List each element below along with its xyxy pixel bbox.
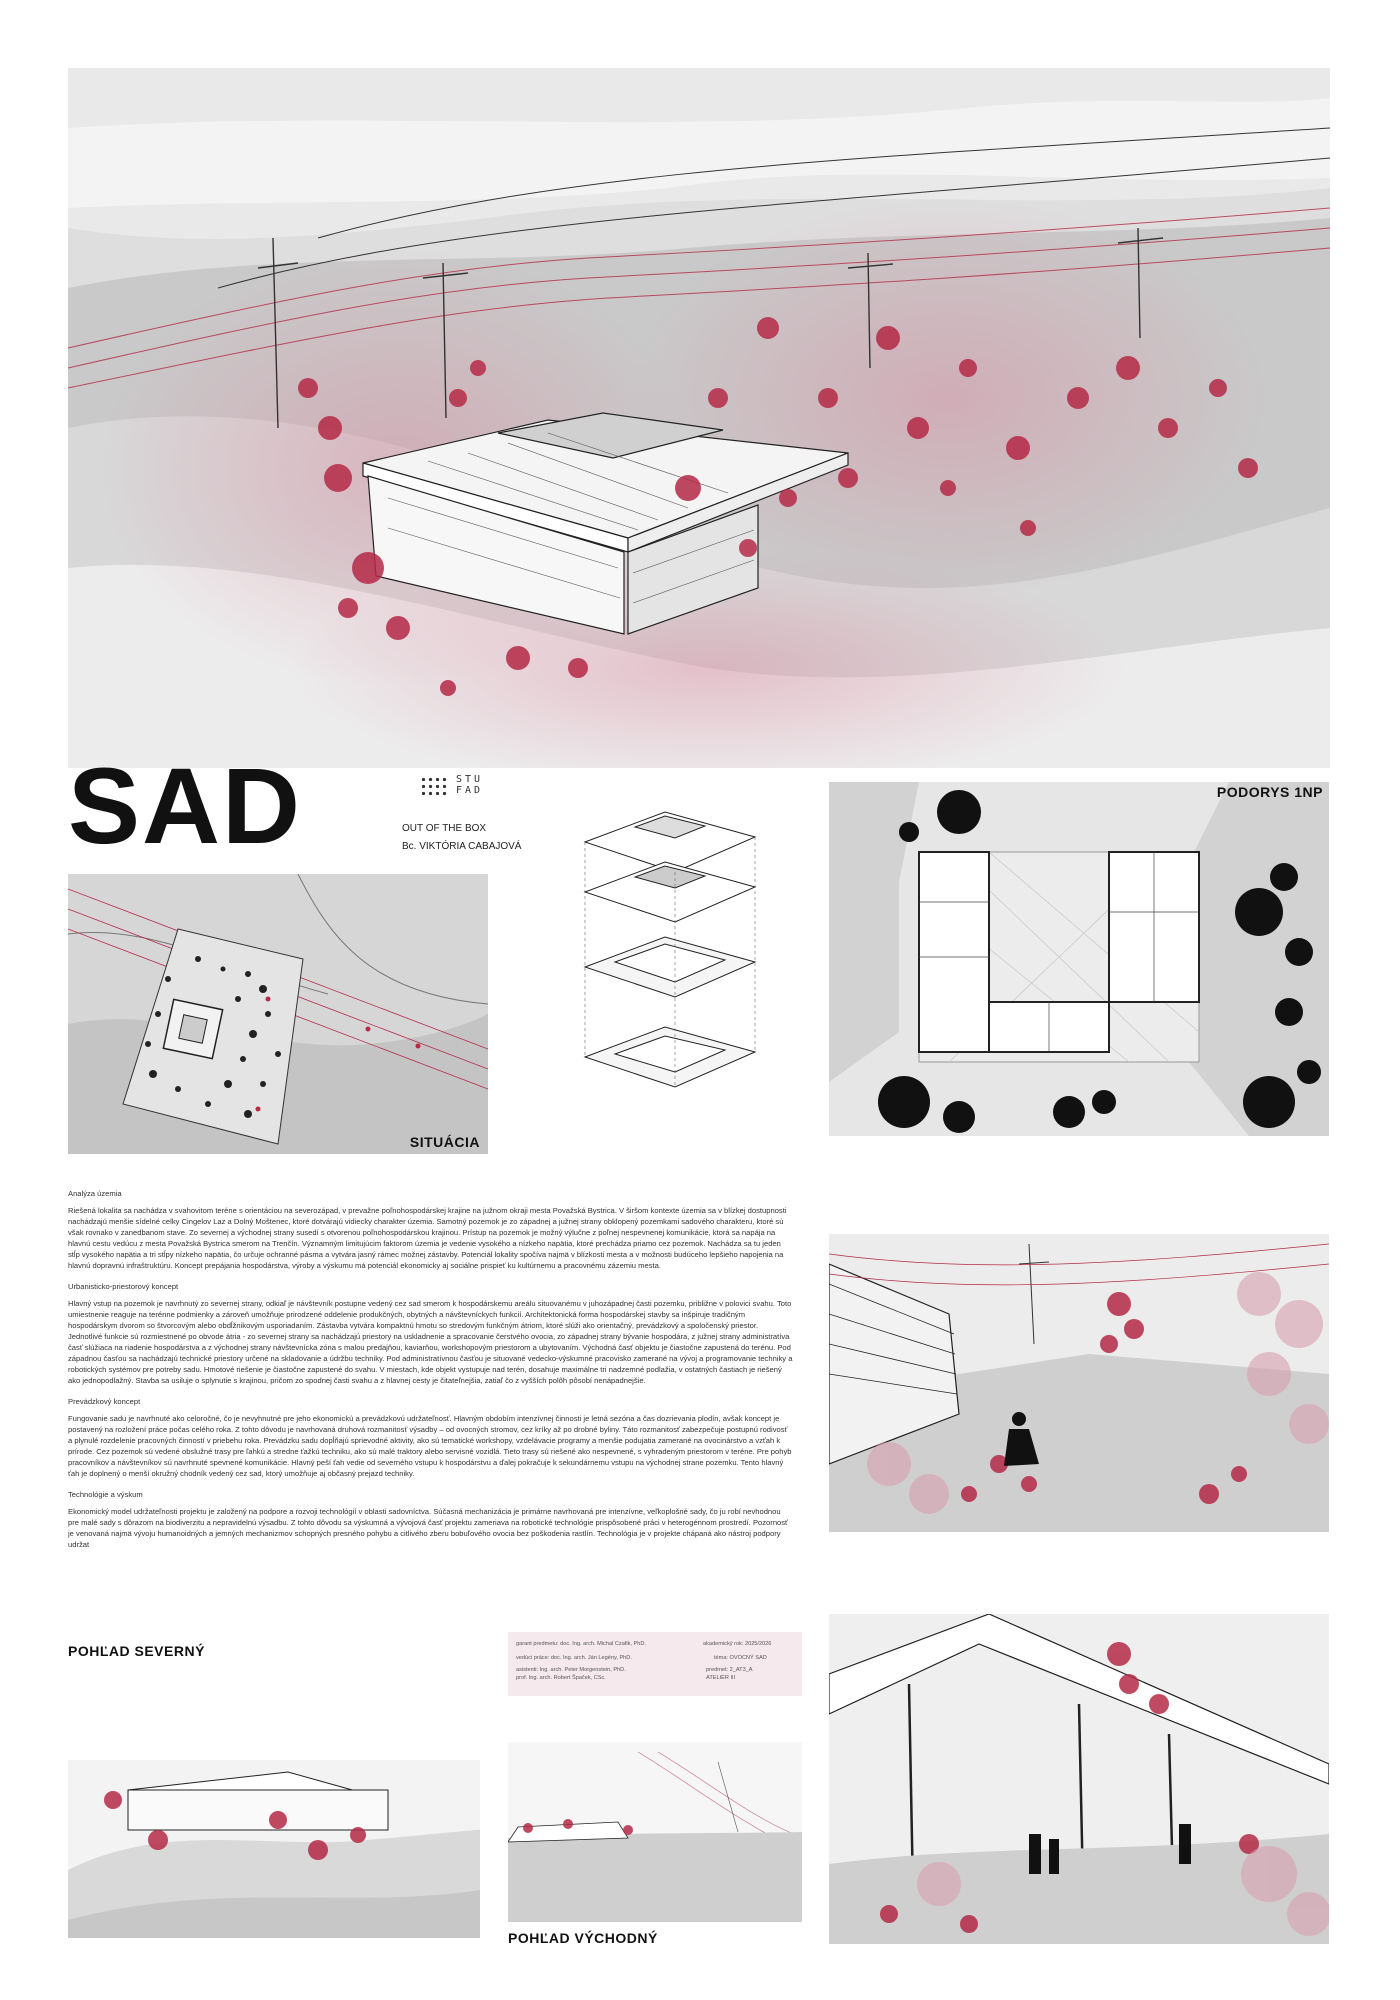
info-prof: prof. Ing. arch. Robert Špaček, CSc. <box>516 1675 606 1681</box>
info-atelier: ATELIÉR III <box>706 1675 736 1681</box>
info-veduci: vedúci práce: doc. Ing. arch. Ján Legény, PhD. <box>516 1655 632 1661</box>
project-subtitle <box>402 820 521 856</box>
project-name: OUT OF THE BOX <box>402 823 487 834</box>
section-heading-technologie: Technológie a výskum <box>68 1490 143 1499</box>
project-title: SAD <box>68 745 303 866</box>
info-akad-rok: akademický rok: 2025/2026 <box>703 1641 772 1647</box>
east-elevation-label: POHĽAD VÝCHODNÝ <box>508 1930 658 1946</box>
north-elevation-label: POHĽAD SEVERNÝ <box>68 1643 205 1659</box>
section-body-urbanisticky: Hlavný vstup na pozemok je navrhnutý zo severnej strany, odkiaľ je návštevník postupne vedený cez sad smerom k hospodárskemu areálu situovanému v juhozápadnej časti pozemku, približne v polovici svahu. Toto umiestnenie reaguje na terénne podmienky a zároveň umožňuje prirodzené oddelenie produkčných, obytných a návštevníckych funkcií. Architektonická forma hospodárskej stavby sa inšpiruje tradičným hospodárskym dvorom so štvorcovým alebo obdĺžnikovým usporiadaním. Zástavba vytvára kompaktnú hmotu so stredovým funkčným átriom, ktoré slúži ako orientačný, prevádzkový a spoločenský priestor. Jednotlivé funkcie sú rozmiestnené po obvode átria - zo severnej strany sa nachádzajú priestory na uskladnenie a spracovanie čerstvého ovocia, zo západnej strany bývanie hospodára, z južnej strany administratíva časť slúžiaca na riadenie hospodárstva a z východnej strany návštevnícka zóna s malou predajňou, kaviarňou, workshopovým priestorom a ubytovaním. Východná časť objektu je čiastočne zapustená do terénu. Pod západnou časťou sa nachádzajú technické priestory určené na skladovanie a údržbu techniky. Pod administratívnou časťou je situované vedecko-výskumné pracovisko zamerané na vývoj a programovanie techniky a robotických systémov pre potreby sadu. Hmotové riešenie je čiastočne zapustené do svahu. V miestach, kde objekt vystupuje nad terén, dosahuje maximálne tri nadzemné podlažia, v ostatných častiach je riešený ako jednopodlažný. Stavba sa usiluje o splynutie s krajinou, pričom zo spodnej časti svahu a z hlavnej cesty je čitateľnejšia, zatiaľ čo z vyšších polôh pôsobí nenápadnejšie. <box>68 1299 793 1385</box>
perspective-canopy-view <box>829 1614 1329 1944</box>
stu-fad-logo <box>420 774 520 800</box>
info-tema: téma: OVOCNÝ SAD <box>714 1655 767 1661</box>
section-heading-analyza: Analýza územia <box>68 1189 122 1198</box>
project-info-card <box>508 1632 802 1696</box>
perspective-atrium-view <box>829 1234 1329 1532</box>
hero-perspective-rendering <box>68 68 1330 768</box>
floor-plan-1np <box>829 782 1329 1136</box>
info-predmet: predmet: 2_AT3_A <box>706 1667 753 1673</box>
north-elevation <box>68 1760 480 1938</box>
situation-label: SITUÁCIA <box>409 1134 480 1150</box>
logo-line-stu: STU <box>456 774 484 785</box>
east-elevation <box>508 1742 802 1922</box>
section-body-technologie: Ekonomický model udržateľnosti projektu je založený na podpore a rozvoji technológií v oblasti sadovníctva. Súčasná mechanizácia je primárne navrhovaná pre intenzívne, veľkoplošné sady, čo ju robí nevhodnou pre malé sady s dôrazom na biodiverzitu a nepravidelnú výsadbu. Z tohto dôvodu sa výskumná a vývojová časť projektu zameriava na robotické technológie prispôsobené práci v heterogénnom prostredí. Pozornosť je venovaná najmä vývoju humanoidných a jemných mechanizmov schopných presného pohybu a citlivého zberu bobuľového ovocia bez poškodenia rastlín. Technológia je v projekte chápaná ako nástroj podpory udržat <box>68 1507 788 1549</box>
logo-line-fad: FAD <box>456 785 484 796</box>
section-heading-prevadzkovy: Prevádzkový koncept <box>68 1397 141 1406</box>
info-garant: garant predmetu: doc. Ing. arch. Michal Czafik, PhD. <box>516 1641 646 1647</box>
section-body-analyza: Riešená lokalita sa nachádza v svahovitom teréne s orientáciou na severozápad, v prevažne poľnohospodárskej krajine na južnom okraji mesta Považská Bystrica. V širšom kontexte územia sa v blízkej dostupnosti nachádzajú menšie sídelné celky Cingelov Laz a Dolný Moštenec, ktoré dotvárajú vidiecky charakter územia. Samotný pozemok je zo západnej a južnej strany obklopený pozemkami sadového charakteru, ktoré sú však rovnako v zanedbanom stave. Zo severnej a východnej strany susedí s otvorenou poľnohospodárskou krajinou. Prístup na pozemok je možný výlučne z poľnej nespevnenej komunikácie, ktorá sa napája na hlavnú cestu vedúcu z mesta Považská Bystrica smerom na Trenčín. Významným limitujúcim faktorom územia je vedenie vysokého a nízkeho napätia, ktoré prechádza priamo cez pozemok. Nachádza sa tu jeden stĺp vysokého napätia a tri stĺpy nízkeho napätia, čo určuje ochranné pásma a vytvára jasný rámec možnej zástavby. Potenciál lokality spočíva najmä v blízkosti mesta a v možnosti budúceho lepšieho napojenia na hlavnú dopravnú infraštruktúru. Koncept prepájania hospodárstva, výroby a výskumu má potenciál ekonomicky aj sociálne prispieť ku kultúrnemu a pracovnému zázemiu mesta. <box>68 1206 787 1270</box>
situation-plan <box>68 874 488 1154</box>
info-asistenti: asistenti: Ing. arch. Peter Morgenstein, PhD. <box>516 1667 626 1673</box>
section-heading-urbanisticky: Urbanisticko-priestorový koncept <box>68 1282 179 1291</box>
author-name: Bc. VIKTÓRIA CABAJOVÁ <box>402 841 522 852</box>
project-description <box>68 1178 793 1554</box>
section-body-prevadzkovy: Fungovanie sadu je navrhnuté ako celoročné, čo je nevyhnutné pre jeho ekonomickú a prevádzkovú udržateľnosť. Hlavným obdobím intenzívnej činnosti je letná sezóna a čas dozrievania plodín, avšak koncept je postavený na rozložení práce počas celého roka. Z tohto dôvodu je navrhovaná druhová rozmanitosť výsadby – od ovocných stromov, cez kríky až po drobné byliny. Táto rozmanitosť zabezpečuje postupnú rodivosť a plynulé rozdelenie pracovných činností v priebehu roka. Prevádzku sadu dopĺňajú sprievodné aktivity, ako sú tematické workshopy, vzdelávacie programy a menšie podujatia zamerané na ovocinárstvo a vzťah k prírode. Cez pozemok sú vedené obslužné trasy pre ľahkú a stredne ťažkú techniku, ako sú malé traktory alebo servisné vozidlá. Tieto trasy sú riešené ako nespevnené, s vyhradeným priestorom v teréne. Pre pohyb pracovníkov a návštevníkov sú navrhnuté spevnené komunikácie. Hlavný peší ťah vedie od severného vstupu k hospodárstvu a ďalej pokračuje k sekundárnemu vstupu na východnej strane pozemku. Tento hlavný ťah je doplnený o menší okružný chodník vedený cez sad, ktorý umožňuje aj občasný prejazd techniky. <box>68 1414 792 1478</box>
exploded-axonometry <box>555 792 795 1127</box>
logo-dots-icon <box>420 776 450 798</box>
floor-plan-label: PODORYS 1NP <box>1216 784 1323 800</box>
